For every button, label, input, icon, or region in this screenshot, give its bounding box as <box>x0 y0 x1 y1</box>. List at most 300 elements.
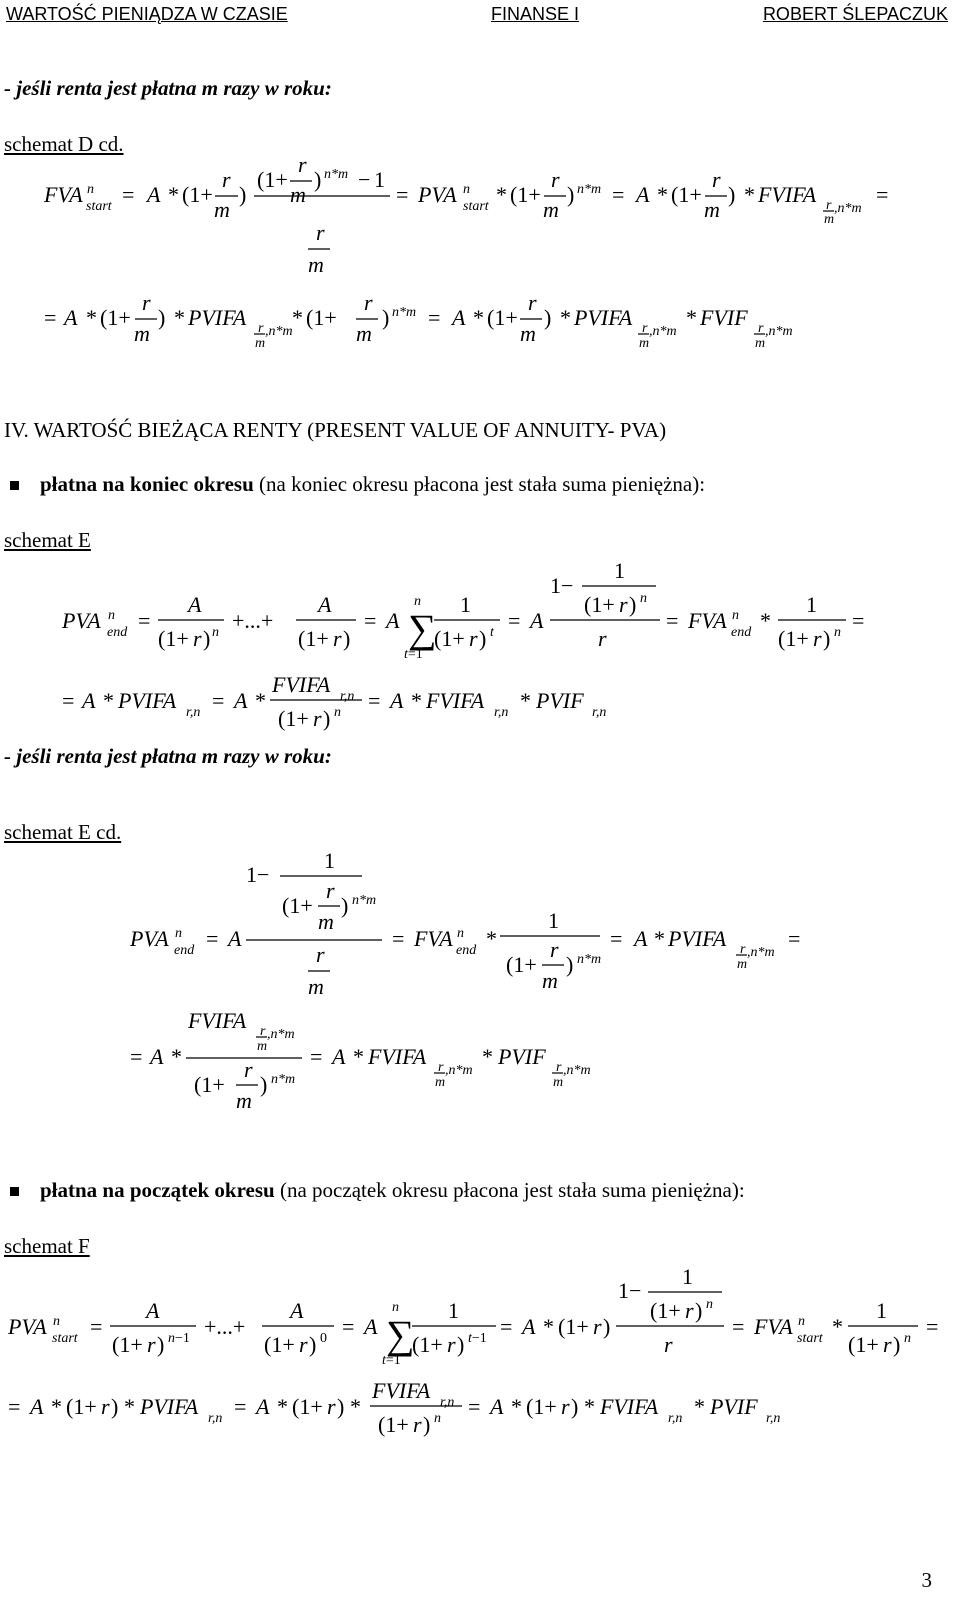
svg-text:FVIFA: FVIFA <box>188 1008 247 1033</box>
svg-text:=: = <box>212 688 225 713</box>
page-number: 3 <box>921 1568 932 1592</box>
svg-text:n: n <box>334 705 341 720</box>
svg-text:*: * <box>255 688 266 713</box>
svg-text:n: n <box>53 1314 60 1329</box>
svg-text:,n*m: ,n*m <box>267 1027 295 1042</box>
formula-pva-end-monthly-line1 <box>129 848 800 999</box>
svg-text:A: A <box>146 1298 160 1323</box>
formula-pva-start-line2 <box>8 1378 780 1437</box>
svg-text:r,n: r,n <box>440 1395 455 1410</box>
svg-text:FVA: FVA <box>414 926 453 951</box>
svg-text:FVIFA: FVIFA <box>600 1394 659 1419</box>
svg-text:A: A <box>188 592 202 617</box>
svg-text:=: = <box>396 182 409 207</box>
svg-text:r: r <box>469 626 478 651</box>
svg-text:FVIFA: FVIFA <box>372 1378 431 1403</box>
svg-text:): ) <box>728 182 736 207</box>
svg-text:m: m <box>308 252 324 277</box>
svg-text:r: r <box>193 626 202 651</box>
svg-text:m: m <box>755 336 766 351</box>
svg-text:=: = <box>206 926 219 951</box>
svg-text:FVA: FVA <box>688 608 727 633</box>
svg-text:*: * <box>686 305 697 330</box>
svg-text:*: * <box>657 182 668 207</box>
svg-text:*: * <box>174 305 185 330</box>
svg-text:m: m <box>134 321 150 346</box>
svg-text:*: * <box>520 688 531 713</box>
svg-text:*: * <box>511 1394 522 1419</box>
svg-text:(1+: (1+ <box>66 1394 97 1419</box>
svg-text:1: 1 <box>548 908 559 933</box>
svg-text:start: start <box>52 1331 78 1346</box>
svg-text:=: = <box>130 1044 143 1069</box>
svg-text:): ) <box>341 893 349 918</box>
svg-text:start: start <box>797 1331 823 1346</box>
svg-text:m: m <box>236 1088 252 1113</box>
svg-text:*: * <box>411 688 422 713</box>
svg-text:(1+: (1+ <box>292 1394 323 1419</box>
svg-text:m: m <box>356 321 372 346</box>
svg-text:r: r <box>222 167 231 192</box>
svg-text:A: A <box>30 1394 44 1419</box>
svg-text:*: * <box>832 1314 843 1339</box>
svg-text:m: m <box>255 336 266 351</box>
svg-text:r: r <box>244 1057 253 1082</box>
monthly-payment-note: - jeśli renta jest płatna m razy w roku: <box>4 76 332 100</box>
bullet-start-of-period-rest: (na początek okresu płacona jest stała suma pieniężna): <box>274 1178 745 1202</box>
svg-text:(1+: (1+ <box>278 706 309 731</box>
svg-text:t=1: t=1 <box>404 647 423 662</box>
svg-text:m: m <box>290 182 306 207</box>
svg-text:t: t <box>490 625 494 640</box>
svg-text:+...+: +...+ <box>232 608 274 633</box>
svg-text:n*m: n*m <box>577 952 602 967</box>
svg-text:*: * <box>496 182 507 207</box>
svg-text:n: n <box>904 1331 911 1346</box>
svg-text:(1+: (1+ <box>182 182 213 207</box>
svg-text:(1+: (1+ <box>434 626 465 651</box>
svg-text:): ) <box>571 1394 579 1419</box>
svg-text:n−1: n−1 <box>168 1331 190 1346</box>
svg-text:=: = <box>62 688 75 713</box>
svg-text:n: n <box>175 926 182 941</box>
svg-text:): ) <box>314 167 322 192</box>
svg-text:n: n <box>732 608 739 623</box>
svg-text:(1+: (1+ <box>506 952 537 977</box>
svg-text:): ) <box>323 706 331 731</box>
formula-pva-end-line2 <box>62 672 606 731</box>
svg-text:n: n <box>463 182 470 197</box>
svg-text:(1+: (1+ <box>194 1072 225 1097</box>
svg-text:t=1: t=1 <box>382 1353 401 1368</box>
svg-text:FVIFA: FVIFA <box>758 182 817 207</box>
svg-text:,n*m: ,n*m <box>834 201 862 216</box>
svg-text:=: = <box>342 1314 355 1339</box>
svg-text:): ) <box>603 1314 611 1339</box>
svg-text:r: r <box>685 1298 694 1323</box>
svg-text:(1+: (1+ <box>848 1332 879 1357</box>
scheme-d-cont-label: schemat D cd. <box>4 132 124 156</box>
svg-text:r,n: r,n <box>592 705 607 720</box>
svg-text:1: 1 <box>806 592 817 617</box>
svg-text:*: * <box>353 1044 364 1069</box>
svg-text:m: m <box>308 974 324 999</box>
svg-text:,n*m: ,n*m <box>563 1063 591 1078</box>
svg-text:n*m: n*m <box>352 893 377 908</box>
svg-text:r: r <box>447 1332 456 1357</box>
svg-text:r: r <box>326 878 335 903</box>
svg-text:A: A <box>364 1314 378 1339</box>
svg-text:(1+: (1+ <box>526 1394 557 1419</box>
svg-text:=: = <box>234 1394 247 1419</box>
svg-text:A: A <box>332 1044 346 1069</box>
svg-text:∑: ∑ <box>386 1312 415 1357</box>
svg-text:r: r <box>316 942 325 967</box>
formula-fva-start-monthly-line1 <box>43 152 888 277</box>
svg-text:1: 1 <box>324 848 335 873</box>
svg-text:r: r <box>258 321 264 336</box>
header-left: WARTOŚĆ PIENIĄDZA W CZASIE <box>6 4 288 24</box>
svg-text:): ) <box>695 1298 703 1323</box>
svg-text:=: = <box>500 1314 513 1339</box>
svg-text:=: = <box>666 608 679 633</box>
svg-text:PVA: PVA <box>130 926 169 951</box>
svg-text:r: r <box>327 1394 336 1419</box>
svg-text:=: = <box>310 1044 323 1069</box>
svg-text:A: A <box>390 688 404 713</box>
svg-text:end: end <box>174 943 195 958</box>
svg-text:FVIFA: FVIFA <box>368 1044 427 1069</box>
svg-text:,n*m: ,n*m <box>649 324 677 339</box>
svg-text:(1+: (1+ <box>298 626 329 651</box>
svg-text:n*m: n*m <box>577 182 602 197</box>
svg-text:n: n <box>392 1300 399 1315</box>
svg-text:n: n <box>706 1297 713 1312</box>
svg-text:A: A <box>228 926 242 951</box>
svg-text:m: m <box>704 197 720 222</box>
svg-text:): ) <box>239 182 247 207</box>
svg-text:m: m <box>737 957 748 972</box>
svg-text:): ) <box>260 1072 268 1097</box>
svg-text:): ) <box>309 1332 317 1357</box>
svg-text:FVA: FVA <box>754 1314 793 1339</box>
svg-text:A: A <box>522 1314 536 1339</box>
svg-text:n*m: n*m <box>271 1072 296 1087</box>
svg-text:): ) <box>423 1412 431 1437</box>
svg-text:*: * <box>103 688 114 713</box>
svg-text:m: m <box>257 1039 268 1054</box>
svg-text:r,n: r,n <box>340 689 355 704</box>
svg-text:m: m <box>553 1075 564 1090</box>
svg-text:r: r <box>593 1314 602 1339</box>
svg-text:A: A <box>147 182 161 207</box>
svg-text:A: A <box>490 1394 504 1419</box>
scheme-e-cont-label: schemat E cd. <box>4 820 122 844</box>
svg-text:=: = <box>90 1314 103 1339</box>
svg-text:1: 1 <box>448 1298 459 1323</box>
svg-text:(1+: (1+ <box>671 182 702 207</box>
svg-text:=: = <box>612 182 625 207</box>
svg-text:*: * <box>171 1044 182 1069</box>
svg-text:*: * <box>543 1314 554 1339</box>
svg-text:(1+: (1+ <box>158 626 189 651</box>
svg-text:end: end <box>107 625 128 640</box>
svg-text:∑: ∑ <box>408 606 437 651</box>
svg-text:r: r <box>883 1332 892 1357</box>
svg-text:r: r <box>142 290 151 315</box>
svg-text:m: m <box>543 197 559 222</box>
header-center: FINANSE I <box>491 4 580 24</box>
svg-text:+...+: +...+ <box>204 1314 246 1339</box>
svg-text:m: m <box>824 212 835 227</box>
svg-text:r: r <box>413 1412 422 1437</box>
svg-text:=: = <box>364 608 377 633</box>
svg-text:): ) <box>337 1394 345 1419</box>
svg-text:r: r <box>313 706 322 731</box>
svg-text:r: r <box>561 1394 570 1419</box>
svg-text:): ) <box>479 626 487 651</box>
svg-text:): ) <box>457 1332 465 1357</box>
svg-text:=: = <box>468 1394 481 1419</box>
svg-text:=: = <box>876 182 889 207</box>
svg-text:1: 1 <box>614 558 625 583</box>
svg-text:n: n <box>834 625 841 640</box>
svg-text:): ) <box>567 182 575 207</box>
svg-text:1−: 1− <box>618 1278 642 1303</box>
svg-text:n: n <box>434 1411 441 1426</box>
svg-text:PVIFA: PVIFA <box>574 305 633 330</box>
svg-text:): ) <box>382 305 390 330</box>
svg-text:A: A <box>386 608 400 633</box>
svg-text:PVIFA: PVIFA <box>118 688 177 713</box>
svg-text:PVIFA: PVIFA <box>140 1394 199 1419</box>
svg-text:r: r <box>101 1394 110 1419</box>
svg-text:r: r <box>260 1024 266 1039</box>
formula-pva-start-line1 <box>7 1264 938 1368</box>
svg-text:m: m <box>214 197 230 222</box>
svg-text:PVA: PVA <box>8 1314 47 1339</box>
svg-text:r,n: r,n <box>208 1411 223 1426</box>
svg-text:n: n <box>798 1314 805 1329</box>
svg-text:r: r <box>556 1060 562 1075</box>
svg-text:PVIF: PVIF <box>536 688 584 713</box>
bullet-end-of-period-bold: płatna na koniec okresu <box>40 472 254 496</box>
svg-text:(1+: (1+ <box>257 167 288 192</box>
svg-text:r: r <box>528 290 537 315</box>
svg-text:A: A <box>634 926 648 951</box>
svg-text:PVIF: PVIF <box>498 1044 546 1069</box>
svg-text:A: A <box>150 1044 164 1069</box>
scheme-f-label: schemat F <box>4 1234 90 1258</box>
svg-text:=: = <box>788 926 801 951</box>
monthly-payment-note-2: - jeśli renta jest płatna m razy w roku: <box>4 744 332 768</box>
svg-text:PVA: PVA <box>418 182 457 207</box>
section-heading-iv: IV. WARTOŚĆ BIEŻĄCA RENTY (PRESENT VALUE OF ANNUITY- PVA) <box>4 418 667 442</box>
svg-text:): ) <box>823 626 831 651</box>
svg-text:): ) <box>158 305 166 330</box>
svg-text:r: r <box>598 626 607 651</box>
svg-text:n: n <box>87 182 94 197</box>
svg-text:n*m: n*m <box>392 305 417 320</box>
svg-text:,n*m: ,n*m <box>747 945 775 960</box>
svg-text:,n*m: ,n*m <box>265 324 293 339</box>
svg-text:PVA: PVA <box>62 608 101 633</box>
svg-text:(1+: (1+ <box>510 182 541 207</box>
formula-pva-end-monthly-line2 <box>130 1008 591 1113</box>
svg-text:(1+: (1+ <box>558 1314 589 1339</box>
svg-text:): ) <box>629 592 637 617</box>
svg-text:1: 1 <box>460 592 471 617</box>
svg-text:n: n <box>640 591 647 606</box>
svg-text:start: start <box>86 199 112 214</box>
formula-fva-start-monthly-line2 <box>44 290 793 351</box>
bullet-end-of-period-rest: (na koniec okresu płacona jest stała suma pieniężna): <box>253 472 706 496</box>
svg-text:(1+: (1+ <box>306 305 337 330</box>
svg-text:*: * <box>486 926 497 951</box>
svg-text:): ) <box>544 305 552 330</box>
svg-text:1: 1 <box>374 167 385 192</box>
svg-text:): ) <box>111 1394 119 1419</box>
svg-text:1: 1 <box>876 1298 887 1323</box>
svg-text:*: * <box>168 182 179 207</box>
svg-text:A: A <box>290 1298 304 1323</box>
svg-text:r: r <box>551 167 560 192</box>
svg-text:=: = <box>852 608 865 633</box>
svg-text:(1+: (1+ <box>584 592 615 617</box>
svg-text:r,n: r,n <box>668 1411 683 1426</box>
svg-text:*: * <box>560 305 571 330</box>
svg-text:=: = <box>44 305 57 330</box>
svg-text:=: = <box>610 926 623 951</box>
svg-text:*: * <box>473 305 484 330</box>
formula-pva-end-line1 <box>61 558 864 662</box>
svg-text:*: * <box>51 1394 62 1419</box>
svg-text:=: = <box>926 1314 939 1339</box>
svg-text:=: = <box>732 1314 745 1339</box>
svg-text:FVIFA: FVIFA <box>426 688 485 713</box>
svg-text:A: A <box>318 592 332 617</box>
svg-text:r: r <box>550 937 559 962</box>
svg-text:=: = <box>508 608 521 633</box>
svg-text:,n*m: ,n*m <box>765 324 793 339</box>
svg-text:start: start <box>463 199 489 214</box>
svg-text:): ) <box>157 1332 165 1357</box>
svg-text:r: r <box>826 198 832 213</box>
svg-text:r: r <box>316 220 325 245</box>
svg-text:*: * <box>86 305 97 330</box>
svg-text:n: n <box>457 926 464 941</box>
svg-text:n: n <box>212 625 219 640</box>
svg-text:=: = <box>428 305 441 330</box>
svg-text:n*m: n*m <box>324 167 349 182</box>
svg-text:*: * <box>482 1044 493 1069</box>
svg-text:r: r <box>333 626 342 651</box>
svg-text:1−: 1− <box>550 573 574 598</box>
svg-text:(1+: (1+ <box>778 626 809 651</box>
svg-text:(1+: (1+ <box>650 1298 681 1323</box>
svg-text:=: = <box>138 608 151 633</box>
svg-text:*: * <box>584 1394 595 1419</box>
svg-text:A: A <box>256 1394 270 1419</box>
svg-text:*: * <box>694 1394 705 1419</box>
svg-text:FVA: FVA <box>44 182 83 207</box>
svg-text:(1+: (1+ <box>487 305 518 330</box>
svg-text:(1+: (1+ <box>412 1332 443 1357</box>
svg-text:end: end <box>731 625 752 640</box>
svg-text:t−1: t−1 <box>468 1331 487 1346</box>
svg-text:m: m <box>435 1075 446 1090</box>
svg-text:*: * <box>350 1394 361 1419</box>
svg-text:r: r <box>664 1332 673 1357</box>
svg-text:A: A <box>234 688 248 713</box>
svg-text:m: m <box>639 336 650 351</box>
svg-text:A: A <box>636 182 650 207</box>
svg-text:A: A <box>82 688 96 713</box>
svg-text:*: * <box>654 926 665 951</box>
svg-text:r: r <box>712 167 721 192</box>
svg-text:r: r <box>298 152 307 177</box>
svg-text:m: m <box>542 968 558 993</box>
svg-text:(1+: (1+ <box>264 1332 295 1357</box>
svg-text:1: 1 <box>682 1264 693 1289</box>
svg-text:A: A <box>530 608 544 633</box>
svg-text:1−: 1− <box>246 862 270 887</box>
svg-text:=: = <box>8 1394 21 1419</box>
bullet-start-of-period-bold: płatna na początek okresu <box>40 1178 275 1202</box>
svg-text:PVIF: PVIF <box>710 1394 758 1419</box>
svg-text:r: r <box>619 592 628 617</box>
svg-text:r: r <box>147 1332 156 1357</box>
svg-text:*: * <box>292 305 303 330</box>
svg-text:FVIFA: FVIFA <box>272 672 331 697</box>
svg-text:*: * <box>760 608 771 633</box>
header-right: ROBERT ŚLEPACZUK <box>762 4 948 24</box>
svg-text:A: A <box>452 305 466 330</box>
svg-text:r: r <box>438 1060 444 1075</box>
svg-text:PVIFA: PVIFA <box>668 926 727 951</box>
svg-text:=: = <box>392 926 405 951</box>
svg-text:r,n: r,n <box>766 1411 781 1426</box>
svg-text:m: m <box>318 909 334 934</box>
svg-text:(1+: (1+ <box>282 893 313 918</box>
svg-text:): ) <box>893 1332 901 1357</box>
svg-text:PVIFA: PVIFA <box>188 305 247 330</box>
svg-text:*: * <box>124 1394 135 1419</box>
svg-text:(1+: (1+ <box>100 305 131 330</box>
svg-text:): ) <box>566 952 574 977</box>
svg-text:FVIF: FVIF <box>700 305 748 330</box>
svg-text:0: 0 <box>320 1331 327 1346</box>
svg-text:r: r <box>740 942 746 957</box>
svg-text:−: − <box>358 167 371 192</box>
svg-text:,n*m: ,n*m <box>445 1063 473 1078</box>
svg-text:*: * <box>744 182 755 207</box>
svg-text:n: n <box>414 594 421 609</box>
svg-text:r: r <box>813 626 822 651</box>
svg-text:(1+: (1+ <box>112 1332 143 1357</box>
svg-text:r: r <box>758 321 764 336</box>
svg-text:r,n: r,n <box>494 705 509 720</box>
svg-text:end: end <box>456 943 477 958</box>
svg-text:(1+: (1+ <box>378 1412 409 1437</box>
svg-text:*: * <box>277 1394 288 1419</box>
svg-text:r: r <box>364 290 373 315</box>
svg-text:A: A <box>64 305 78 330</box>
svg-text:): ) <box>343 626 351 651</box>
svg-text:=: = <box>368 688 381 713</box>
svg-text:n: n <box>108 608 115 623</box>
scheme-e-label: schemat E <box>4 528 91 552</box>
